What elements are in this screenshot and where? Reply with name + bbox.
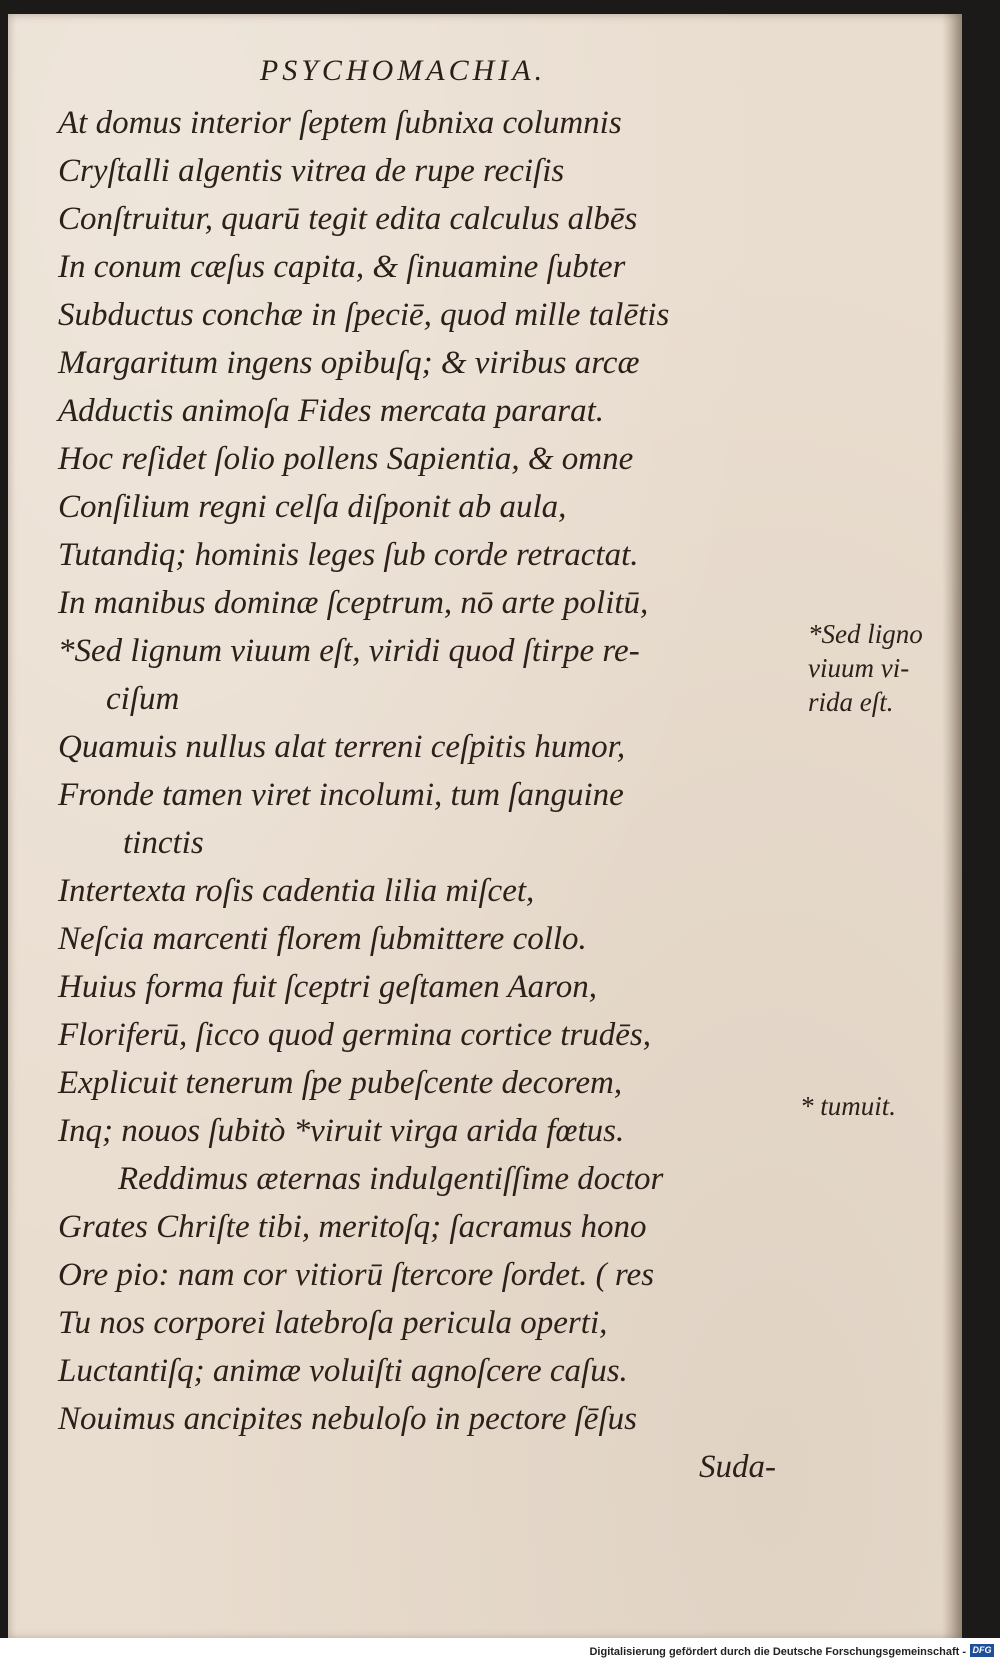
margin-note-sed-ligno xyxy=(808,617,923,719)
verse-line: In manibus dominæ ſceptrum, nō arte politū, xyxy=(58,585,649,621)
verse-line: In conum cæſus capita, & ſinuamine ſubter xyxy=(58,249,626,285)
running-head: PSYCHOMACHIA. xyxy=(259,54,547,87)
footer-bar xyxy=(0,1638,1000,1662)
verse-line: Grates Chriſte tibi, meritoſq; ſacramus hono xyxy=(58,1209,647,1245)
verse-line: Conſilium regni celſa diſponit ab aula, xyxy=(58,489,567,525)
verse-line: Inq; nouos ſubitò *viruit virga arida fœtus. xyxy=(58,1113,625,1149)
verse-line: Tu nos corporei latebroſa pericula operti, xyxy=(58,1305,608,1341)
verse-line: Subductus conchæ in ſpeciē, quod mille talētis xyxy=(58,297,670,333)
verse-line: Fronde tamen viret incolumi, tum ſanguine xyxy=(58,777,624,813)
verse-line: Nouimus ancipites nebuloſo in pectore ſēſus xyxy=(58,1401,637,1437)
verse-line: Adductis animoſa Fides mercata pararat. xyxy=(58,393,604,429)
page-edge-shadow xyxy=(942,14,962,1639)
margin-note-line: * tumuit. xyxy=(800,1091,897,1121)
verse-line: Luctantiſq; animæ voluiſti agnoſcere caſus. xyxy=(58,1353,628,1389)
verse-line: Intertexta roſis cadentia lilia miſcet, xyxy=(58,873,535,909)
verse-line: Suda- xyxy=(699,1449,776,1485)
verse-line: *Sed lignum viuum eſt, viridi quod ſtirpe re- xyxy=(58,633,640,669)
book-page xyxy=(8,14,962,1639)
verse-line: Ore pio: nam cor vitiorū ſtercore ſordet. ( res xyxy=(58,1257,655,1293)
dfg-logo: DFG xyxy=(970,1644,994,1657)
verse-line: Cryſtalli algentis vitrea de rupe reciſis xyxy=(58,153,565,189)
verse-block xyxy=(58,99,778,1491)
verse-line: At domus interior ſeptem ſubnixa columnis xyxy=(58,105,622,141)
verse-line: tinctis xyxy=(123,825,204,861)
verse-line: ciſum xyxy=(106,681,180,717)
margin-note-line: rida eſt. xyxy=(808,687,894,717)
verse-line: Reddimus æternas indulgentiſſime doctor xyxy=(118,1161,664,1197)
verse-line: Conſtruitur, quarū tegit edita calculus albēs xyxy=(58,201,638,237)
margin-note-line: viuum vi- xyxy=(808,653,910,683)
verse-line: Huius forma fuit ſceptri geſtamen Aaron, xyxy=(58,969,597,1005)
margin-note-line: *Sed ligno xyxy=(808,619,923,649)
verse-line: Margaritum ingens opibuſq; & viribus arcæ xyxy=(58,345,640,381)
verse-line: Tutandiq; hominis leges ſub corde retractat. xyxy=(58,537,639,573)
margin-note-tumuit xyxy=(800,1089,896,1123)
verse-line: Quamuis nullus alat terreni ceſpitis humor, xyxy=(58,729,626,765)
verse-line: Floriferū, ſicco quod germina cortice trudēs, xyxy=(58,1017,651,1053)
verse-line: Explicuit tenerum ſpe pubeſcente decorem, xyxy=(58,1065,623,1101)
footer-credit: Digitalisierung gefördert durch die Deutsche Forschungsgemeinschaft - xyxy=(589,1646,966,1658)
verse-line: Neſcia marcenti florem ſubmittere collo. xyxy=(58,921,587,957)
verse-line: Hoc reſidet ſolio pollens Sapientia, & omne xyxy=(58,441,634,477)
